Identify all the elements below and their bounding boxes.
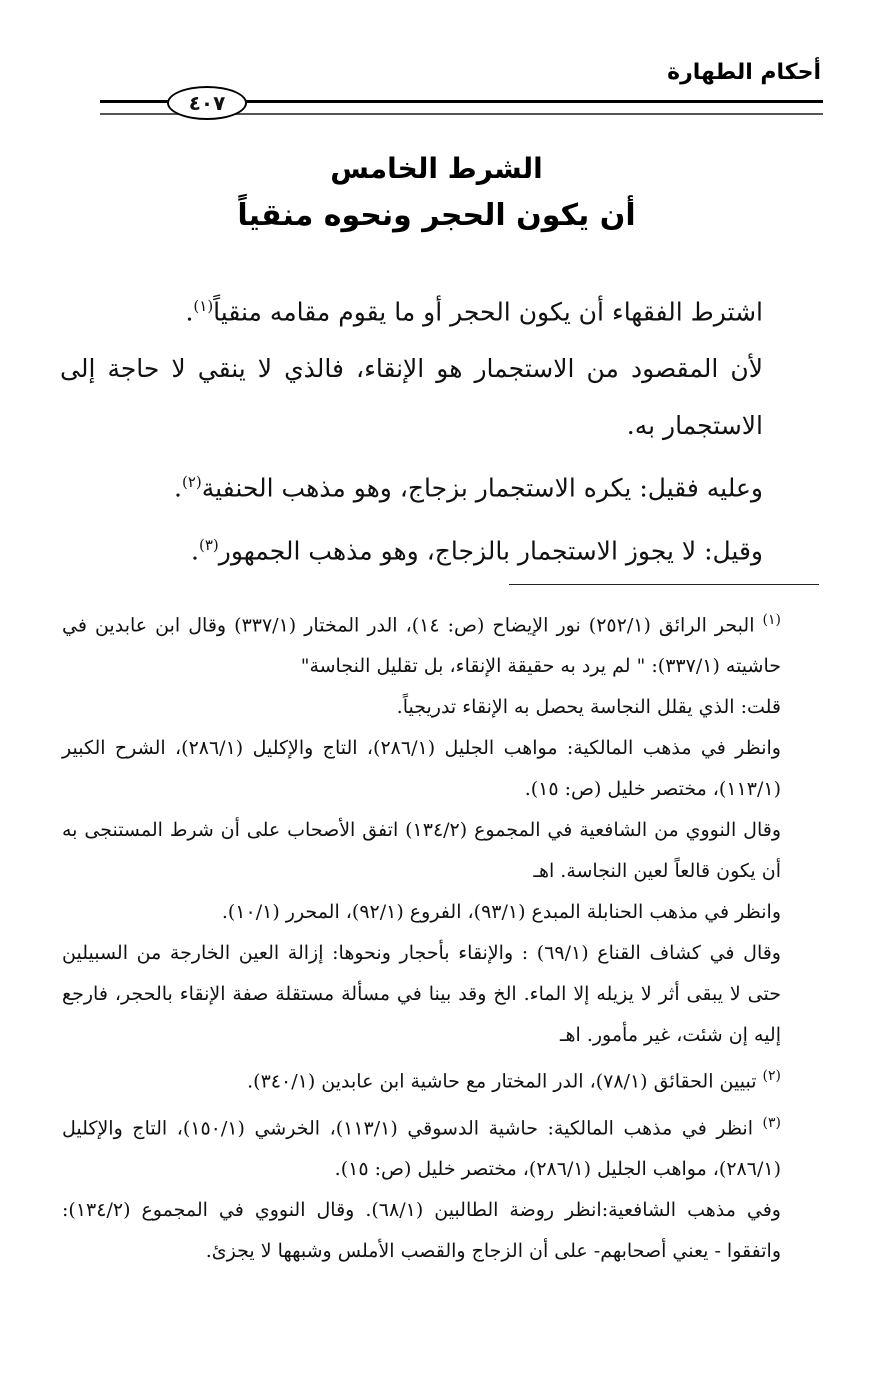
footnote: $^{(١)}$ البحر الرائق (٢٥٢/١) نور الإيضاح (ص: ١٤)، الدر المختار (٣٣٧/١) وقال ابن عابدين في حاشيته (٣٣٧/١): " لم يرد به حقيقة الإنقاء، بل تقليل النجاسة" — [62, 612, 781, 678]
footnote-number: (١) — [762, 612, 781, 628]
footnote-line: وانظر في مذهب المالكية: مواهب الجليل (٢٨٦/١)، التاج والإكليل (٢٨٦/١)، الشرح الكبير (١١٣/١)، مختصر خليل (ص: ١٥). — [62, 737, 781, 801]
footnote-ref[interactable]: (٣) — [199, 535, 219, 554]
footnote-line: وقال النووي من الشافعية في المجموع (١٣٤/٢) اتفق الأصحاب على أن شرط المستنجى به أن يكون قالعاً لعين النجاسة. اهـ — [62, 819, 781, 883]
footnotes — [62, 600, 821, 1272]
footnote-ref[interactable]: (١) — [193, 297, 214, 315]
paragraph: لأن المقصود من الاستجمار هو الإنقاء، فالذي لا ينقي لا حاجة إلى الاستجمار به. — [60, 354, 763, 441]
footnote-line: وقال في كشاف القناع (٦٩/١) : والإنقاء بأحجار ونحوها: إزالة العين الخارجة من السبيلين حتى لا يبقى أثر لا يزيله إلا الماء. الخ وقد بينا في مسألة مستقلة صفة الإنقاء بالحجر، فارجع إليه إن شئت، غير مأمور. اهـ — [62, 942, 781, 1047]
paragraph: وعليه فقيل: يكره الاستجمار بزجاج، وهو مذهب الحنفية$^{(٢)}$. — [174, 473, 763, 503]
section-heading: الشرط الخامس — [330, 152, 543, 185]
footnote-number: (٣) — [762, 1114, 782, 1131]
page-number: ٤٠٧ — [167, 86, 247, 120]
footnote-separator — [509, 584, 819, 585]
footnote-line: قلت: الذي يقلل النجاسة يحصل به الإنقاء تدريجياً. — [396, 696, 781, 719]
footnote-ref[interactable]: (٢) — [181, 473, 202, 492]
footnote-number: (٢) — [762, 1068, 781, 1085]
main-text — [60, 278, 815, 579]
footnote: $^{(٣)}$ انظر في مذهب المالكية: حاشية الدسوقي (١١٣/١)، الخرشي (١٥٠/١)، التاج والإكليل (٢٨٦/١)، مواهب الجليل (٢٨٦/١)، مختصر خليل (ص: ١٥). — [62, 1114, 782, 1180]
section-subheading: أن يكون الحجر ونحوه منقياً — [237, 198, 636, 233]
footnote: $^{(٢)}$ تبيين الحقائق (٧٨/١)، الدر المختار مع حاشية ابن عابدين (٣٤٠/١). — [247, 1068, 781, 1093]
paragraph: وقيل: لا يجوز الاستجمار بالزجاج، وهو مذهب الجمهور$^{(٣)}$. — [191, 535, 763, 565]
running-title: أحكام الطهارة — [667, 60, 821, 85]
paragraph: اشترط الفقهاء أن يكون الحجر أو ما يقوم مقامه منقياً$^{(١)}$. — [185, 297, 763, 327]
footnote-line: وفي مذهب الشافعية:انظر روضة الطالبين (٦٨/١). وقال النووي في المجموع (١٣٤/٢): واتفقوا - يعني أصحابهم- على أن الزجاج والقصب الأملس وشبهها لا يجزئ. — [62, 1198, 781, 1262]
footnote-line: وانظر في مذهب الحنابلة المبدع (٩٣/١)، الفروع (٩٢/١)، المحرر (١٠/١). — [221, 901, 781, 924]
